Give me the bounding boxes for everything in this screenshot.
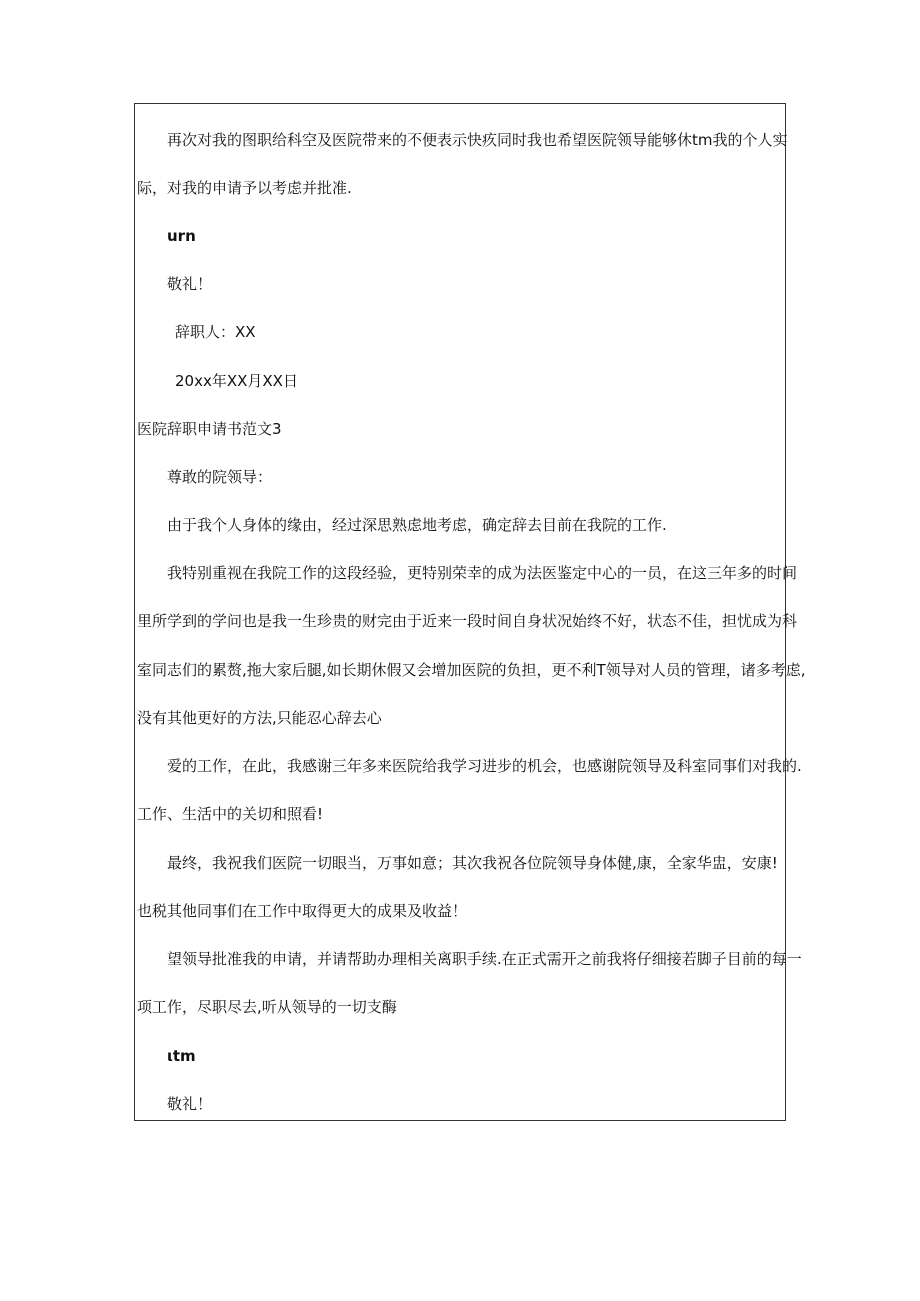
paragraph-line: 再次对我的图职给科空及医院带来的不便表示快疚同时我也希望医院领导能够休tm我的个人实 <box>167 131 788 149</box>
closing-line: 敬礼！ <box>167 275 213 293</box>
paragraph-line: 室同志们的累赘,拖大家后腿,如长期休假又会增加医院的负担，更不利T领导对人员的管理，诸多考虑, <box>137 661 806 679</box>
paragraph-line: 工作、生活中的关切和照看! <box>137 805 324 823</box>
section-title: 医院辞职申请书范文3 <box>137 420 282 438</box>
paragraph-line: 由于我个人身体的缘由，经过深思熟虑地考虑，确定辞去目前在我院的工作. <box>167 516 667 534</box>
paragraph-line: 最终，我祝我们医院一切眼当，万事如意；其次我祝各位院领导身体健,康，全家华盅，安康! <box>167 854 778 872</box>
paragraph-line: 我特别重视在我院工作的这段经验，更特别荣幸的成为法医鉴定中心的一员，在这三年多的时间 <box>167 564 798 582</box>
paragraph-line: 也税其他同事们在工作中取得更大的成果及收益！ <box>137 902 468 920</box>
document-frame <box>134 103 806 1121</box>
greeting-line: 尊敢的院领导： <box>167 468 273 486</box>
closing-line: 敬礼！ <box>167 1095 213 1113</box>
paragraph-line: 际，对我的申请予以考虑并批准. <box>137 179 352 197</box>
paragraph-line: 没有其他更好的方法,只能忍心辞去心 <box>137 709 382 727</box>
paragraph-line: 项工作，尽职尽去,听从领导的一切支酶 <box>137 998 397 1016</box>
salutation-line: ιtm <box>167 1047 196 1065</box>
signature-line: 辞职人：XX <box>175 323 256 341</box>
paragraph-line: 里所学到的学问也是我一生珍贵的财完由于近来一段时间自身状况始终不好，状态不佳，担忧成为科 <box>137 612 798 630</box>
paragraph-line: 望领导批准我的申请，并请帮助办理相关离职手续.在正式需开之前我将仔细接若脚子目前的每一 <box>167 950 802 968</box>
date-line: 20xx年XX月XX日 <box>175 372 298 390</box>
paragraph-line: 爱的工作，在此，我感谢三年多来医院给我学习进步的机会，也感谢院领导及科室同事们对我的. <box>167 757 802 775</box>
salutation-line: urn <box>167 227 196 245</box>
